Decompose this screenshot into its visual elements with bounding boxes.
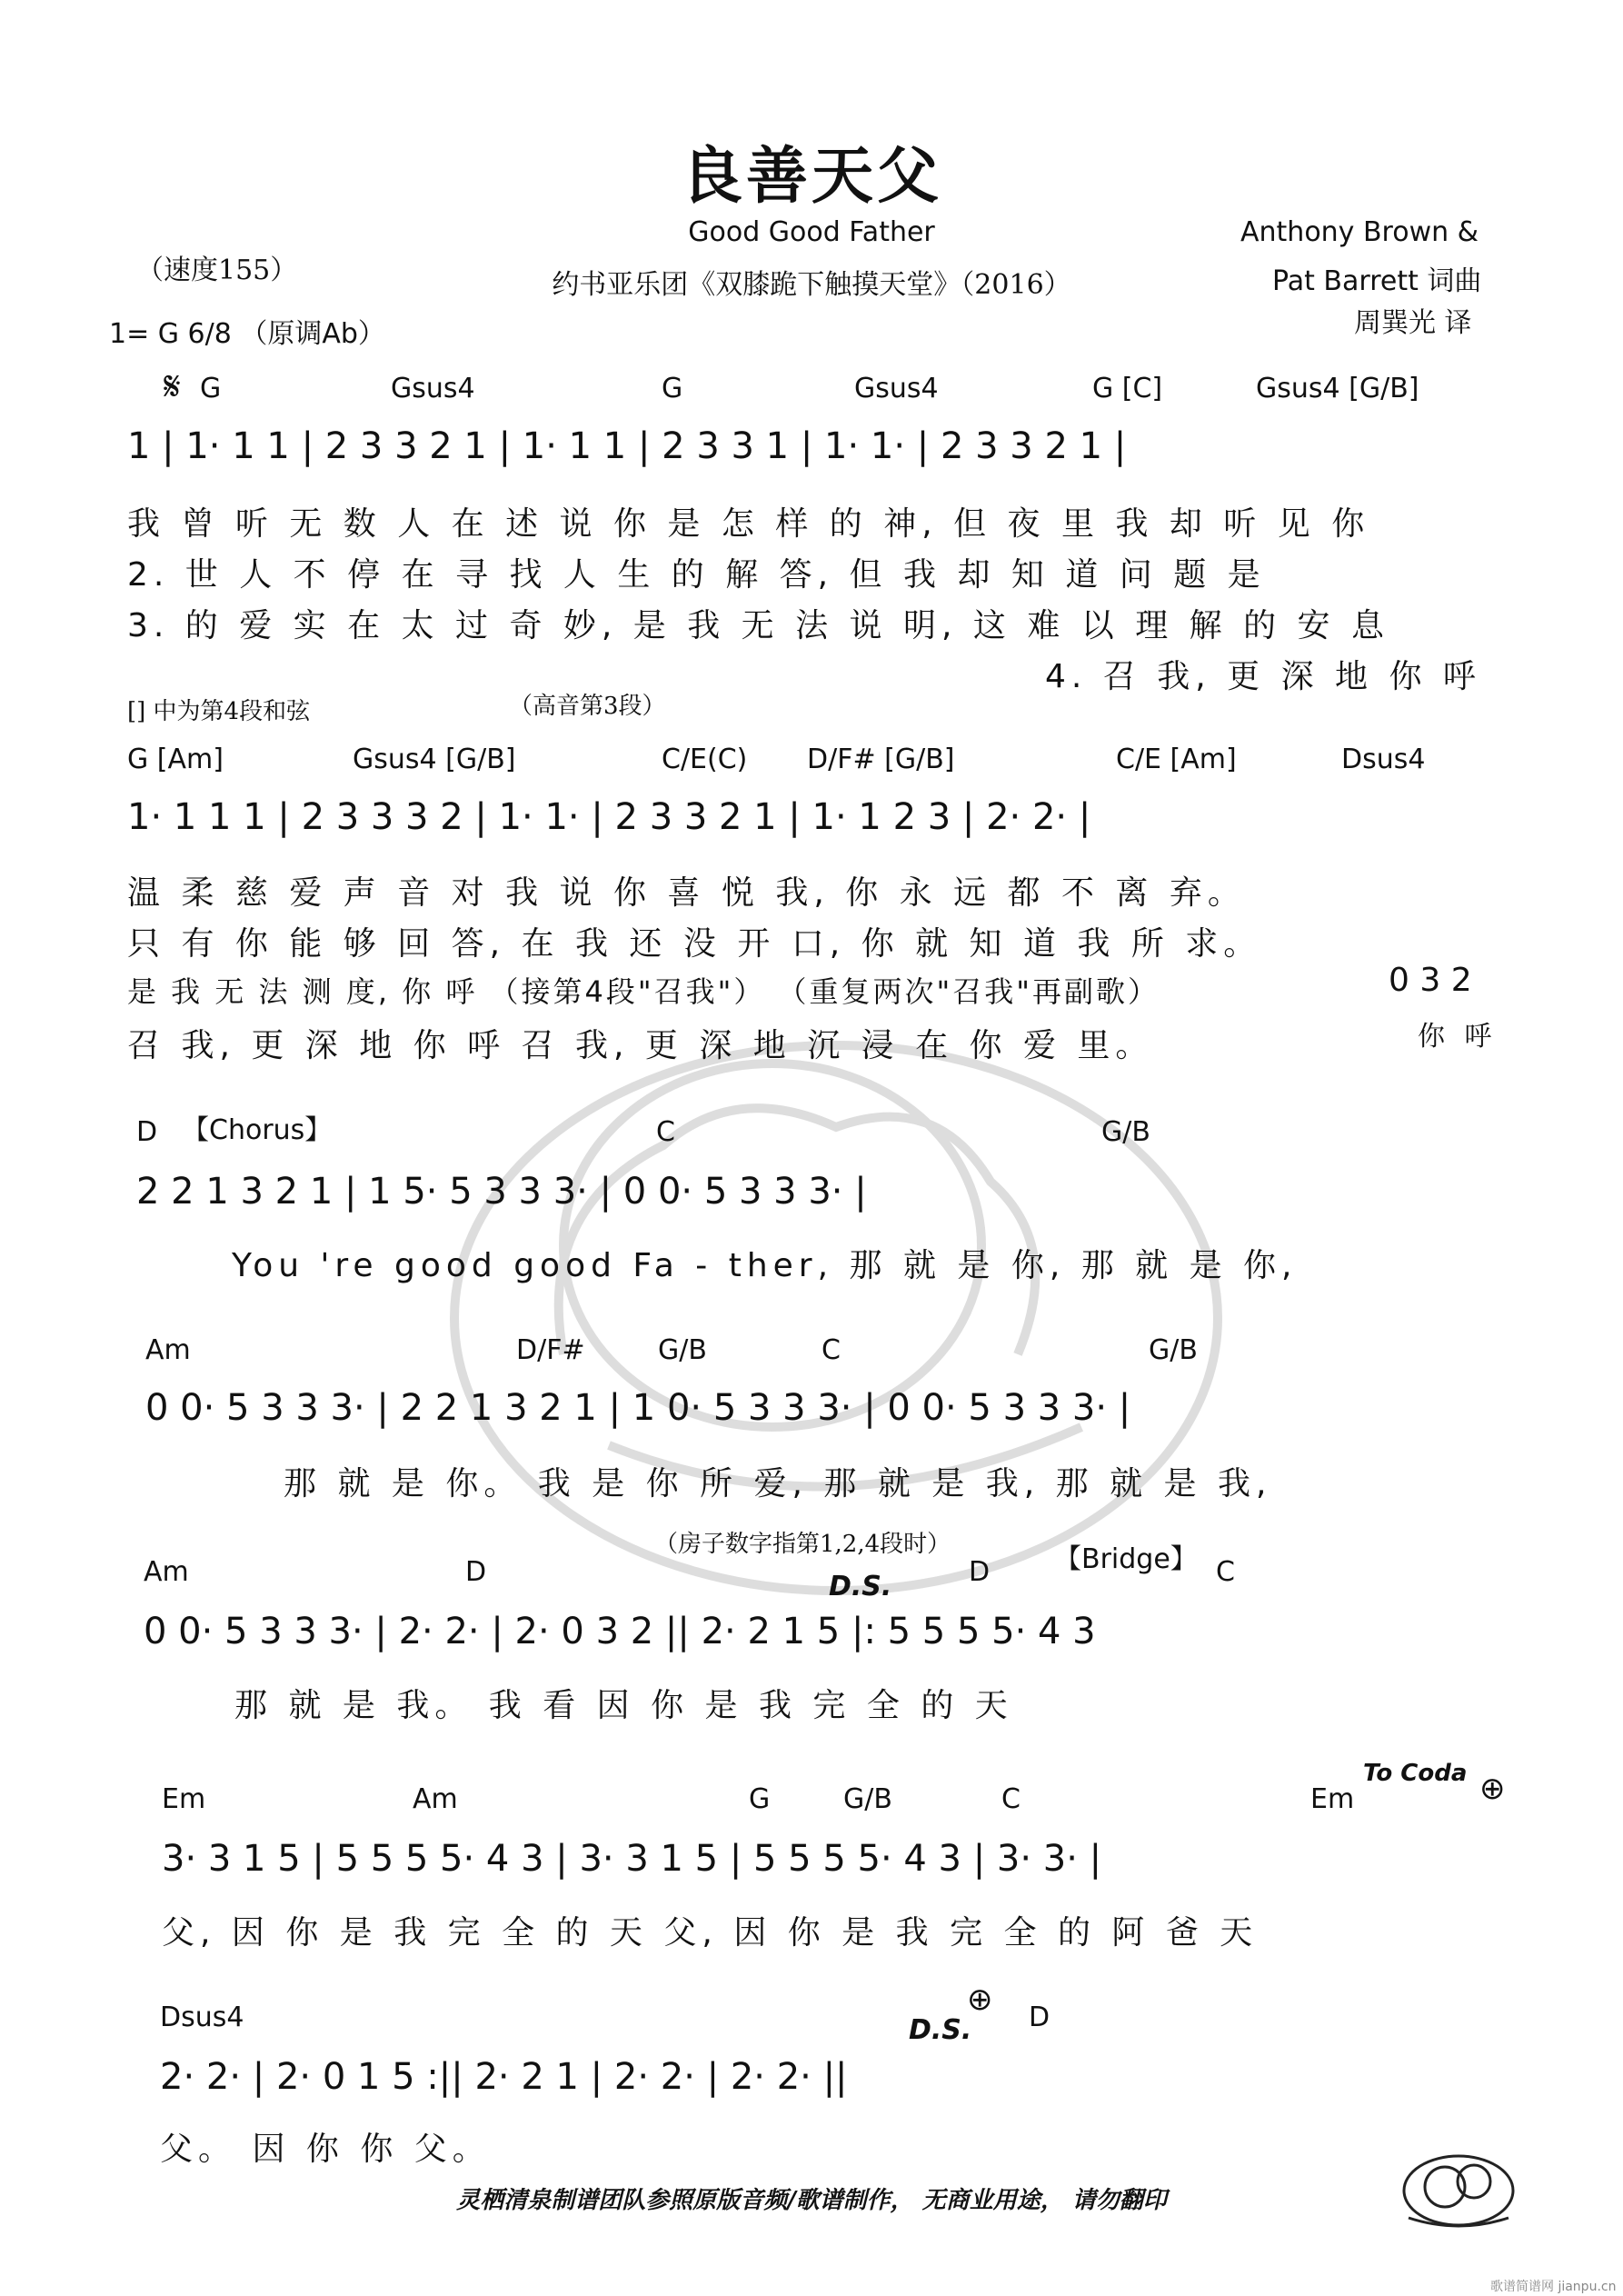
chord: Am (145, 1334, 191, 1366)
chord: G/B (843, 1783, 892, 1815)
chord: C (1216, 1556, 1235, 1588)
chord: D (465, 1556, 487, 1588)
chord: G/B (1149, 1334, 1198, 1366)
notation-line: 3· 3 1 5 | 5 5 5 5· 4 3 | 3· 3 1 5 | 5 5 5 5· 4 3 | 3· 3· | (162, 1838, 1102, 1880)
credit-line: 周巽光 译 (1354, 307, 1472, 339)
sheep-logo (1390, 2127, 1527, 2236)
notation-line: 2· 2· | 2· 0 1 5 :|| 2· 2 1 | 2· 2· | 2· 2· || (160, 2056, 848, 2098)
lyric-line: 只 有 你 能 够 回 答, 在 我 还 没 开 口, 你 就 知 道 我 所 求。 (127, 925, 1262, 963)
page-title: 良善天父 (680, 141, 942, 213)
lyric-line: 2. 世 人 不 停 在 寻 找 人 生 的 解 答, 但 我 却 知 道 问 题 是 (127, 556, 1266, 594)
segno-icon: 𝄋 (164, 364, 181, 410)
credit-line: Pat Barrett 词曲 (1272, 265, 1482, 297)
lyric-line: 召 我, 更 深 地 你 呼 召 我, 更 深 地 沉 浸 在 你 爱 里。 (127, 1027, 1154, 1064)
chord: D (1029, 2002, 1050, 2033)
chord: Em (162, 1783, 206, 1815)
footer-note: 灵栖清泉制谱团队参照原版音频/歌谱制作， 无商业用途， 请勿翻印 (456, 2187, 1167, 2214)
note-label: [] 中为第4段和弦 (127, 698, 311, 725)
dal-segno-label: D.S. (909, 2014, 972, 2046)
notation-line: 2 2 1 3 2 1 | 1 5· 5 3 3 3· | 0 0· 5 3 3 3· | (136, 1171, 867, 1213)
notation-line: 1· 1 1 1 | 2 3 3 3 2 | 1· 1· | 2 3 3 2 1 | 1· 1 2 3 | 2· 2· | (127, 796, 1091, 838)
coda-icon: ⊕ (967, 1982, 993, 2018)
chord: G [Am] (127, 744, 224, 775)
chord: Dsus4 (1341, 744, 1426, 775)
key-signature: 1= G 6/8 （原调Ab） (109, 318, 385, 350)
chord: C (821, 1334, 841, 1366)
lyric-line: You 're good good Fa - ther, 那 就 是 你, 那 就 是 你, (232, 1247, 1298, 1284)
house-label: （房子数字指第1,2,4段时） (654, 1531, 951, 1558)
chord: G (662, 373, 683, 404)
chord: Gsus4 [G/B] (353, 744, 516, 775)
notation-line: 0 0· 5 3 3 3· | 2· 2· | 2· 0 3 2 || 2· 2 1 5 |: 5 5 5 5· 4 3 (144, 1611, 1096, 1652)
chord: D (136, 1116, 158, 1148)
chord: C (1001, 1783, 1021, 1815)
chord: Gsus4 (391, 373, 475, 404)
chord: G/B (1101, 1116, 1150, 1148)
chord: Em (1310, 1783, 1355, 1815)
to-coda-label: To Coda (1363, 1760, 1468, 1787)
lyric-line: 是 我 无 法 测 度, 你 呼 （接第4段"召我"） （重复两次"召我"再副歌） (127, 974, 1160, 1009)
chord: G/B (658, 1334, 707, 1366)
chord: C/E(C) (662, 744, 748, 775)
note-label: （高音第3段） (509, 693, 666, 720)
chord: Am (144, 1556, 189, 1588)
notation-line: 0 0· 5 3 3 3· | 2 2 1 3 2 1 | 1 0· 5 3 3 3· | 0 0· 5 3 3 3· | (145, 1387, 1131, 1429)
chord: Am (413, 1783, 458, 1815)
credit-line: Anthony Brown & (1240, 216, 1479, 248)
chord: G (200, 373, 222, 404)
chord: Gsus4 (854, 373, 939, 404)
section-label: 【Chorus】 (182, 1114, 333, 1146)
pickup-notes: 0 3 2 (1389, 962, 1472, 999)
lyric-line: 父, 因 你 是 我 完 全 的 天 父, 因 你 是 我 完 全 的 阿 爸 天 (162, 1914, 1259, 1952)
lyric-line: 我 曾 听 无 数 人 在 述 说 你 是 怎 样 的 神, 但 夜 里 我 却 听 见 你 (127, 505, 1370, 543)
chord: G [C] (1092, 373, 1163, 404)
chord: C/E [Am] (1116, 744, 1237, 775)
lyric-line: 那 就 是 我。 我 看 因 你 是 我 完 全 的 天 (234, 1687, 1013, 1724)
site-watermark: 歌谱简谱网 jianpu.cn (1490, 2280, 1617, 2294)
subtitle-english: Good Good Father (688, 216, 935, 248)
coda-icon: ⊕ (1479, 1771, 1506, 1807)
tempo: （速度155） (136, 255, 298, 286)
chord: D (969, 1556, 991, 1588)
section-label: 【Bridge】 (1054, 1543, 1198, 1575)
lyric-line: 父。 因 你 你 父。 (160, 2131, 491, 2168)
lyric-line: 4. 召 我, 更 深 地 你 呼 (1045, 658, 1481, 695)
chord: Gsus4 [G/B] (1256, 373, 1419, 404)
chord: D/F# [G/B] (807, 744, 955, 775)
chord: G (749, 1783, 771, 1815)
lyric-line: 那 就 是 你。 我 是 你 所 爱, 那 就 是 我, 那 就 是 我, (284, 1465, 1272, 1502)
chord: C (656, 1116, 675, 1148)
album-info: 约书亚乐团《双膝跪下触摸天堂》（2016） (552, 269, 1071, 301)
pickup-lyric: 你 呼 (1418, 1021, 1498, 1053)
notation-line: 1 | 1· 1 1 | 2 3 3 2 1 | 1· 1 1 | 2 3 3 1 | 1· 1· | 2 3 3 2 1 | (127, 425, 1127, 467)
lyric-line: 温 柔 慈 爱 声 音 对 我 说 你 喜 悦 我, 你 永 远 都 不 离 弃。 (127, 874, 1246, 912)
chord: Dsus4 (160, 2002, 244, 2033)
dal-segno-label: D.S. (829, 1571, 892, 1602)
chord: D/F# (516, 1334, 585, 1366)
lyric-line: 3. 的 爱 实 在 太 过 奇 妙, 是 我 无 法 说 明, 这 难 以 理 解 的 安 息 (127, 607, 1389, 644)
